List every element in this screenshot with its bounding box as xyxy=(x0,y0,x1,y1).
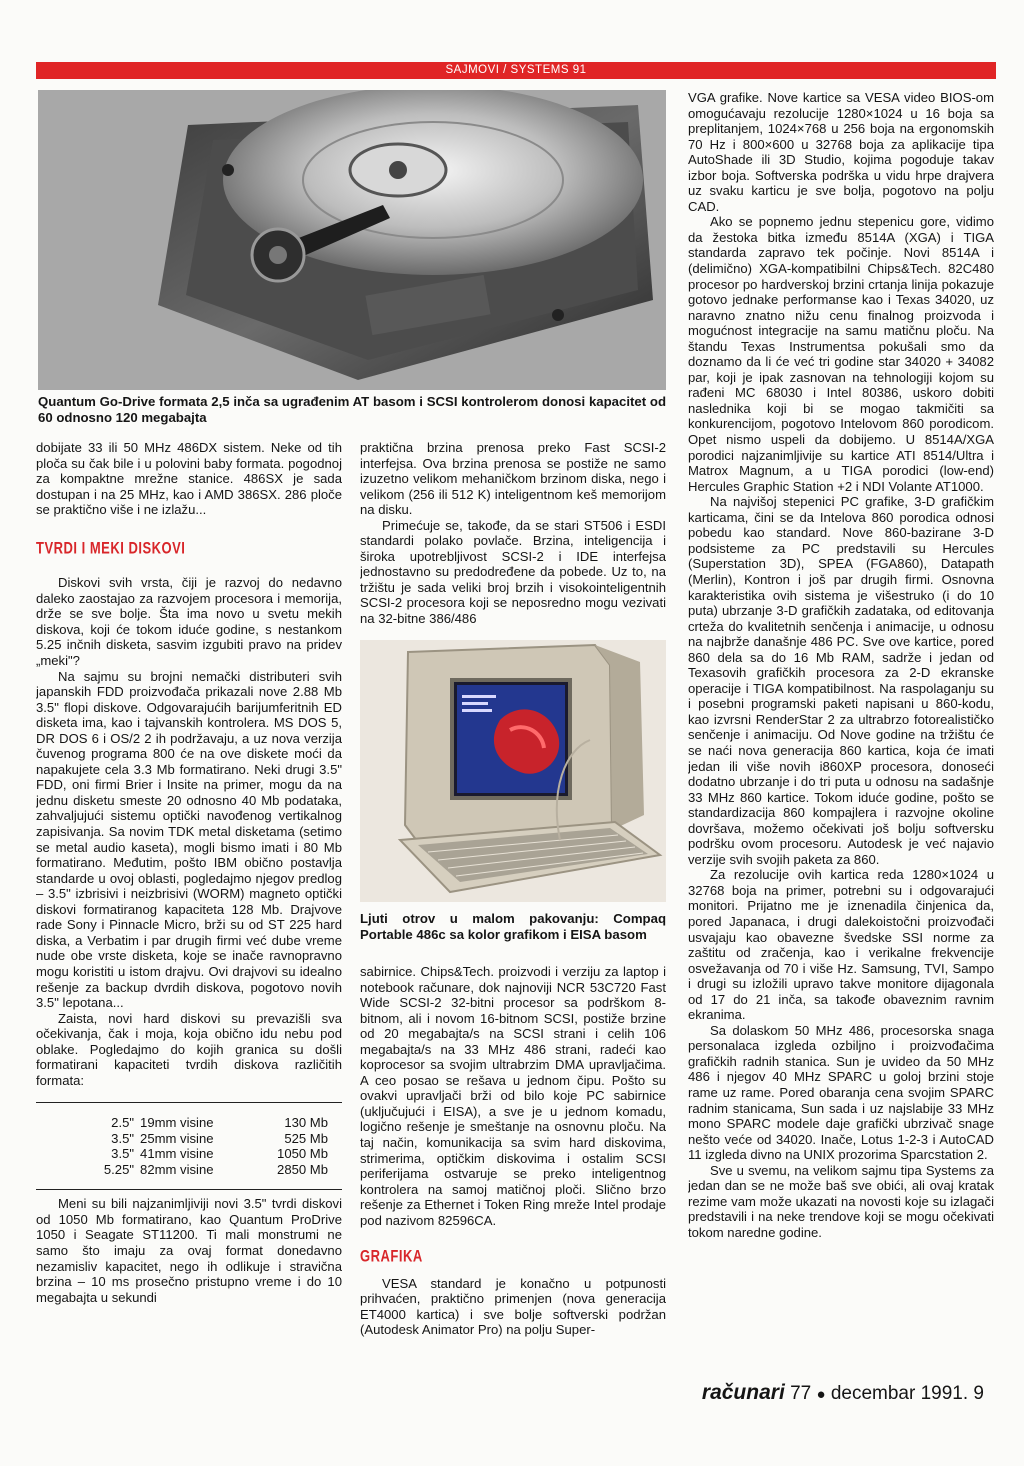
table-row xyxy=(36,1146,342,1162)
hard-drive-caption: Quantum Go-Drive formata 2,5 inča sa ugrađenim AT basom i SCSI kontrolerom donosi kapacitet od 60 odnosno 120 megabajta xyxy=(38,394,666,425)
table-bottom-rule xyxy=(36,1189,342,1190)
disk-height: 19mm visine xyxy=(140,1115,214,1131)
hard-drive-illustration xyxy=(38,90,666,390)
issue-number: 77 xyxy=(790,1383,812,1404)
computer-illustration xyxy=(360,640,666,902)
column-2-bottom xyxy=(360,964,666,1374)
table-row xyxy=(36,1131,342,1147)
disk-size: 3.5" xyxy=(111,1130,135,1146)
col1-paragraph-1: Diskovi svih vrsta, čiji je razvoj do nedavno daleko zaostajao za razvojem procesora i memorija, drže se sve bolje. Šta ima novo u svetu mekih diskova, koji će tokom iduće godine, s nestankom 5.25 inčnih disketa, sasvim izgubiti pravo na pridev „meki"? xyxy=(36,575,342,669)
col2-paragraph-1: praktična brzina prenosa preko Fast SCSI-2 interfejsa. Ova brzina prenosa se postiže ne samo izuzetno velikom mehaničkom brzinom diska, nego i velikom (256 ili 512 K) inteligentnom keš memorijom na disku. xyxy=(360,440,666,518)
section-heading-disks: TVRDI I MEKI DISKOVI xyxy=(36,537,186,557)
col3-paragraph-4: Za rezolucije ovih kartica reda 1280×1024 u 32768 boja na primer, potrebni su i odgovarajući monitori. Prijatno me je iznenadila činjenica da, pored Japanaca, i drugi dalekoistočni proizvođači usvajaju kao obavezne švedske SSI norme za zaštitu od zračenja, kao i verikalne frekvencije osvežavanja od 70 i više Hz. Samsung, TVI, Sampo i drugi su izložili upravo takve monitore dijagonala od 17 do 21 inča, sa takođe obaveznim ravnim ekranima. xyxy=(688,867,994,1023)
disk-capacity: 130 Mb xyxy=(284,1115,328,1131)
col1-paragraph-2: Na sajmu su brojni nemački distributeri svih japanskih FDD proizvođača prikazali nove 2.88 Mb 3.5" flopi diskove. Odgovarajućih barijumferitnih ED disketa ima, kao i tajvanskih kontrolera. MS DOS 5, DR DOS 6 i OS/2 2 ih podržavaju, a uz nova verzija čuvenog programa 800 će na ove diskete moći da napakujete cela 3.3 Mb formatirano. Neki drugi 3.5" FDD, oni firmi Brier i Insite na primer, mogu da na jednu disketu smeste 20 odnosno 40 Mb podataka, zahvaljujući sistemu optički navođenog vertikalnog zapisivanja. Sa novim TDK metal disketama (setimo se metal audio kaseta), mogli bismo imati i 80 Mb formatirano. Međutim, pošto IBM obično postavlja standarde u ovoj oblasti, pogledajmo njegov predlog – 3.5" izbrisivi i neizbrisivi (WORM) magneto optički diskovi formatiranog kapaciteta 128 Mb. Drajvove rade Sony i Pinnacle Micro, brži su od ST 225 hard diska, a Verbatim i par drugih firmi već dube vreme nude obe vrste disketa, koje se inače ravnopravno mogu koristiti u istom drajvu. Ovi drajvovi su idealno rešenje za backup dvrdih diskova, pogotovo novih 3.5" lepotana... xyxy=(36,668,342,1011)
disk-capacity-table xyxy=(36,1115,342,1177)
section-title: SAJMOVI / SYSTEMS 91 xyxy=(445,64,587,76)
disk-height: 82mm visine xyxy=(140,1161,214,1177)
compaq-caption: Ljuti otrov u malom pakovanju: Compaq Portable 486c sa kolor grafikom i EISA basom xyxy=(360,911,666,942)
column-2-top xyxy=(360,440,666,630)
table-row xyxy=(36,1162,342,1178)
column-3 xyxy=(688,90,994,1375)
col3-paragraph-1: VGA grafike. Nove kartice sa VESA video BIOS-om omogućavaju rezolucije 1280×1024 u 16 boja sa preplitanjem, 1024×768 u 256 boja na ergonomskih 70 Hz i 800×600 u 32768 boja za aplikacije tipa AutoShade ili 3D Studio, kojima pogoduje takav izbor boja. Softverska podrška u vidu hrpe drajvera uz svaku karticu je sve bolja, pogotovo na polju CAD. xyxy=(688,90,994,214)
section-header-bar xyxy=(36,62,996,79)
page-footer xyxy=(702,1381,984,1407)
hard-drive-photo xyxy=(38,90,666,390)
col3-paragraph-3: Na najvišoj stepenici PC grafike, 3-D grafičkim karticama, čini se da Intelova 860 porodica odnosi pobedu kao standard. Nove 860-bazirane 3-D podsisteme za PC predstavili su Hercules (Superstation 3D), SPEA (FGA860), Datapath (Merlin), Kontron i još par drugih firmi. Osnovna karakteristika ovih sistema je višestruko (i do 10 puta) ubrzanje 3-D grafičkih zadataka, od editovanja crteža do kvalitetnih senčenja i animacije, u odnosu na najbrže današnje 486 PC. Sve ove kartice, pored 860 dela sa do 16 Mb RAM, sadrže i jedan od Texasovih grafičkih procesora za 2-D ekranske operacije i TIGA kompatibilnost. Na raspolaganju su i posebni programski paketi napisani u 860-kodu, kao izvrsni RenderStar 2 za ultrabrzo fotorealističko senčenje i animaciju. Od Nove godine na tržištu će se naći nova generacija 860 kartica, koja će imati jedan ili više novih i860XP procesora, donoseći dodatno ubrzanje i do tri puta u odnosu na sadašnje 33 MHz 860 kartice. Tokom iduće godine, pošto se standardizacija 860 kompajlera i razvojne okoline dovršava, možemo očekivati još bolju softversku podršku ovom procesoru. Autodesk je već najavio verzije svih svojih paketa za 860. xyxy=(688,494,994,867)
col2-paragraph-3: sabirnice. Chips&Tech. proizvodi i verziju za laptop i notebook računare, dok najnoviji NCR 53C720 Fast Wide SCSI-2 32-bitni procesor sa podrškom 8-bitnom, ali i novom 16-bitnom SCSI, postiže brzine od 20 megabajta/s na SCSI strani i celih 106 megabajta/s na 33 MHz 486 strani, radeći kao koprocesor sa svojim ultrabrzim DMA upravljačima. A ceo posao se rešava u jednom čipu. Pošto su ovakvi upravljači brži od bilo koje PC sabirnice (uključujući i EISA), a sve je u jednom komadu, logično rešenje je smeštanje na osnovnu ploču. Na taj način, komunikacija sa svim hard diskovima, strimerima, optičkim diskovima i ostalim SCSI periferijama ostvaruje se preko inteligentnog kontrolera na samoj matičnoj ploči. Slično brzo rešenje za Ethernet i Token Ring mreže Intel prodaje pod nazivom 82596CA. xyxy=(360,964,666,1228)
disk-capacity: 525 Mb xyxy=(284,1130,328,1146)
table-top-rule xyxy=(36,1102,342,1103)
col1-paragraph-0: dobijate 33 ili 50 MHz 486DX sistem. Neke od tih ploča su čak bile i u polovini baby formata. pogodnoj za kompaktne mrežne stanice. 486SX je sada dostupan i na 25 MHz, kao i AMD 386SX. 286 ploče se praktično više i ne izlažu... xyxy=(36,440,342,518)
section-heading-graphics: GRAFIKA xyxy=(360,1245,423,1266)
column-1 xyxy=(36,440,342,1380)
magazine-logo: računari xyxy=(701,1381,785,1404)
col1-paragraph-3: Zaista, novi hard diskovi su prevazišli sva očekivanja, čak i moja, koja obično idu nebu pod oblake. Pogledajmo do kojih granica su došli formatirani kapaciteti tvrdih diskova različitih formata: xyxy=(36,1010,342,1088)
disk-capacity: 1050 Mb xyxy=(277,1146,328,1162)
disk-height: 41mm visine xyxy=(140,1146,214,1162)
col2-paragraph-4: VESA standard je konačno u potpunosti prihvaćen, praktično primenjen (nova generacija ET4000 kartica) i sve bolje softverski podržan (Autodesk Animator Pro) na polju Super- xyxy=(360,1275,666,1338)
col2-paragraph-2: Primećuje se, takođe, da se stari ST506 i ESDI standardi polako povlače. Brzina, inteligencija i široka upotrebljivost SCSI-2 i IDE interfejsa jednostavno su predodređene da pobede. Uz to, na tržištu je sada veliki broj brzih i visokointeligentnih SCSI-2 procesora koji se neposredno mogu vezivati na 32-bitne 386/486 xyxy=(360,517,666,627)
compaq-portable-photo xyxy=(360,640,666,902)
disk-capacity: 2850 Mb xyxy=(277,1161,328,1177)
table-row xyxy=(36,1115,342,1131)
col3-paragraph-6: Sve u svemu, na velikom sajmu tipa Systems za jedan dan se ne može baš sve obići, ali ovaj kratak rezime vam može ukazati na novosti koje su izlagači predstavili i na neke trendove koji se mogu očekivati tokom naredne godine. xyxy=(688,1162,994,1240)
disk-size: 3.5" xyxy=(111,1146,135,1162)
disk-height: 25mm visine xyxy=(140,1130,214,1146)
col3-paragraph-2: Ako se popnemo jednu stepenicu gore, vidimo da žestoka bitka između 8514A (XGA) i TIGA standarda zapravo tek počinje. Novi 8514A i (delimično) XGA-kompatibilni Chips&Tech. 82C480 procesor po hardverskoj brzini crtanja linija pokazuje gotovo jednake performanse kao i Texas 34020, uz naravno znatno nižu cenu finalnog proizvoda i mogućnost integracije na samu matičnu ploču. Na štandu Texas Instrumentsa pokušali smo da doznamo da li će već tri godine star 34020 + 34082 par, koji je ipak zasnovan na tehnologiji kojom su rađeni MC 68030 i Intel 80386, uskoro dobiti naslednika koji bi se mogao takmičiti sa konkurencijom, pogotovo Intelovom 860 porodicom. Opet nismo uspeli da dobijemo. U 8514A/XGA porodici najzanimljivije su kartice ATI 8514/Ultra i Matrox Magnum, a u TIGA porodici (low-end) Hercules Graphic Station +2 i NDI Volante AT1000. xyxy=(688,214,994,494)
col3-paragraph-5: Sa dolaskom 50 MHz 486, procesorska snaga personalaca izgleda ozbiljno i proizvođačima grafičkih radnih stanica. Sun je uvideo da 50 MHz 486 i njegov 40 MHz SPARC u goloj brzini stoje rame uz rame. Pored obaranja cena svojim SPARC radnim stanicama, Sun sada i uz najslabije 33 MHz mono SPARC modele daje grafički ubrzivač snage nešto veće od 34020. Inače, Lotus 1-2-3 i AutoCAD 11 izgleda divno na UNIX prozorima Sparcstation 2. xyxy=(688,1022,994,1163)
col1-paragraph-4: Meni su bili najzanimljiviji novi 3.5" tvrdi diskovi od 1050 Mb formatirano, kao Quantum ProDrive 1050 i Seagate ST11200. Ti mali monstrumi ne samo što imaju za ovaj format donedavno nezamisliv kapacitet, nego ih odlikuje i stravična brzina – 10 ms prosečno pristupno vreme i do 10 megabajta u sekundi xyxy=(36,1196,342,1305)
bullet-icon: ● xyxy=(816,1386,826,1403)
issue-date-page: decembar 1991. 9 xyxy=(830,1383,984,1404)
disk-size: 5.25" xyxy=(103,1161,135,1177)
disk-size: 2.5" xyxy=(111,1115,135,1131)
